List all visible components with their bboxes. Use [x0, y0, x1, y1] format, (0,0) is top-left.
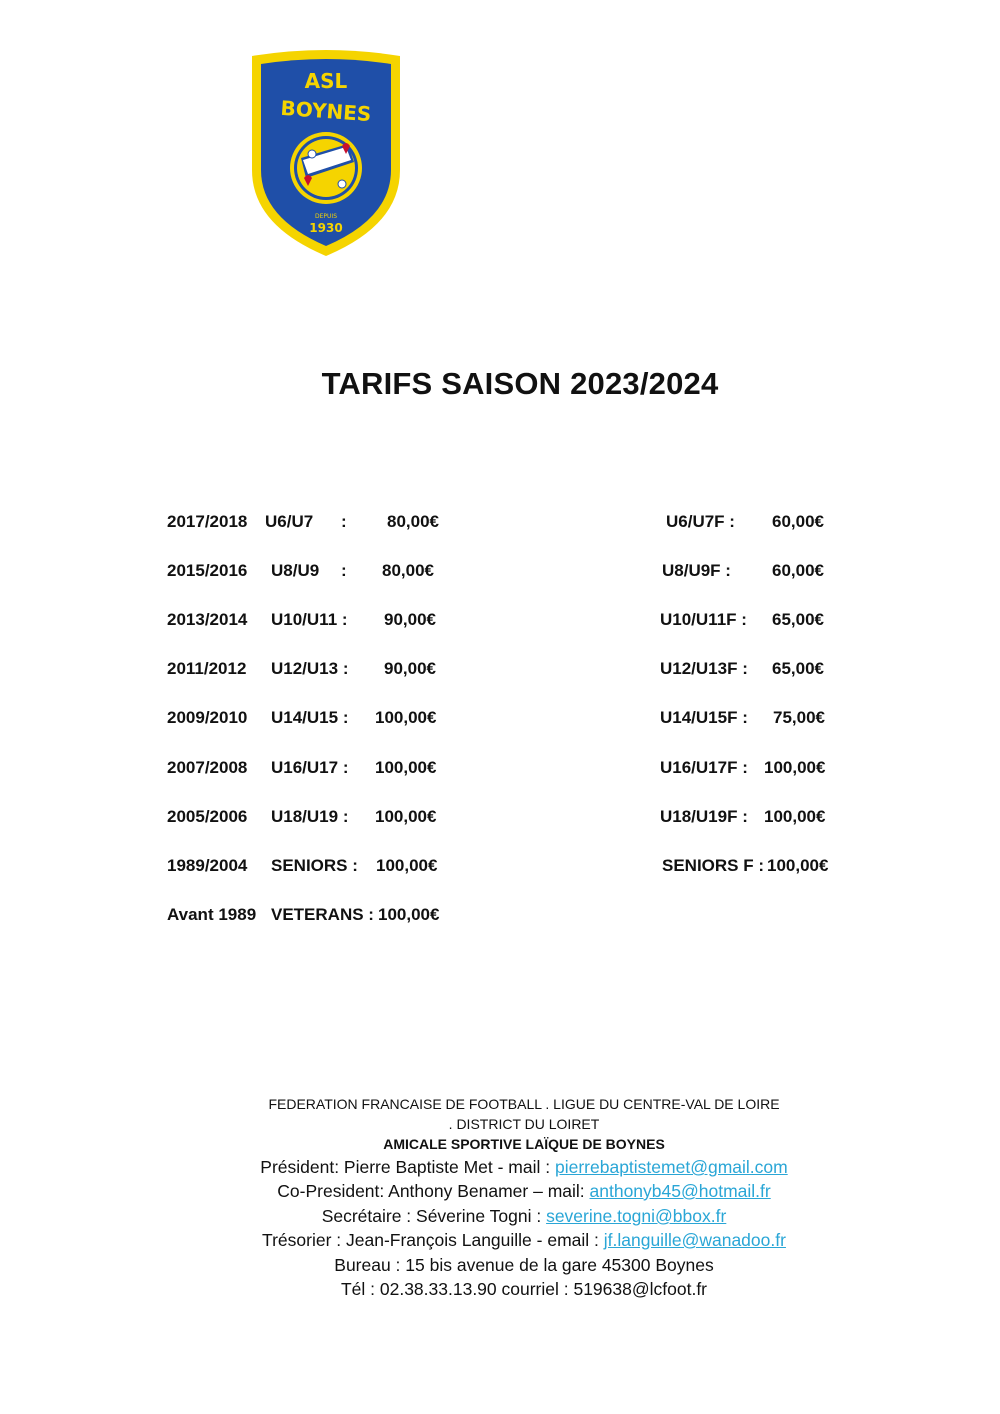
secretary-email-link[interactable]: severine.togni@bbox.fr [546, 1206, 727, 1226]
years: 2017/2018 [167, 512, 248, 531]
list-item [167, 706, 467, 730]
list-item [662, 854, 842, 878]
club-name: AMICALE SPORTIVE LAÏQUE DE BOYNES [383, 1136, 665, 1152]
years: 2005/2006 [167, 807, 248, 826]
secretary-label: Secrétaire : Séverine Togni : [321, 1206, 547, 1226]
price: 60,00€ [772, 561, 824, 580]
category: U14/U15F : [660, 708, 748, 727]
category: U6/U7 [265, 512, 314, 531]
list-item [167, 559, 467, 583]
list-item [660, 706, 840, 730]
category: U16/U17 : [271, 758, 349, 777]
list-item [167, 608, 467, 632]
price: 90,00€ [384, 610, 436, 629]
federation-line: FEDERATION FRANCAISE DE FOOTBALL . LIGUE DU CENTRE-VAL DE LOIRE [268, 1096, 780, 1112]
contact-phone: Tél : 02.38.33.13.90 courriel : 519638@lcfoot.fr [340, 1279, 708, 1299]
list-item [167, 510, 467, 534]
list-item [660, 657, 840, 681]
list-item [660, 805, 840, 829]
treasurer-line [0, 1230, 1000, 1251]
secretary-line [0, 1206, 1000, 1227]
president-line [0, 1157, 1000, 1178]
shield-logo-icon [246, 50, 406, 262]
years: 2009/2010 [167, 708, 248, 727]
category: U10/U11F : [660, 610, 747, 629]
page-title: TARIFS SAISON 2023/2024 [321, 366, 719, 401]
price: 65,00€ [772, 610, 824, 629]
years: 1989/2004 [167, 856, 248, 875]
logo-text-year: 1930 [309, 221, 343, 235]
category: SENIORS : [271, 856, 358, 875]
price: 100,00€ [764, 807, 826, 826]
colon: : [341, 512, 347, 531]
category: U6/U7F : [666, 512, 735, 531]
category: U8/U9F : [662, 561, 731, 580]
list-item [167, 805, 467, 829]
price: 100,00€ [767, 856, 829, 875]
price: 80,00€ [382, 561, 434, 580]
years: 2007/2008 [167, 758, 248, 777]
list-item [666, 510, 846, 534]
price: 100,00€ [375, 758, 437, 777]
colon: : [341, 561, 347, 580]
list-item [660, 756, 840, 780]
list-item [167, 903, 467, 927]
category: U18/U19 : [271, 807, 349, 826]
president-email-link[interactable]: pierrebaptistemet@gmail.com [554, 1157, 788, 1177]
logo-text-depuis: DEPUIS [315, 213, 337, 220]
category: U12/U13F : [660, 659, 748, 678]
category: U18/U19F : [660, 807, 748, 826]
district-line: . DISTRICT DU LOIRET [448, 1116, 600, 1132]
president-label: Président: Pierre Baptiste Met - mail : [260, 1157, 555, 1177]
years: Avant 1989 [167, 905, 257, 924]
category: U14/U15 : [271, 708, 349, 727]
years: 2011/2012 [167, 659, 247, 678]
treasurer-email-link[interactable]: jf.languille@wanadoo.fr [603, 1230, 786, 1250]
price: 60,00€ [772, 512, 824, 531]
price: 65,00€ [772, 659, 824, 678]
category: U8/U9 [271, 561, 320, 580]
list-item [660, 608, 840, 632]
copresident-label: Co-President: Anthony Benamer – mail: [277, 1181, 590, 1201]
category: SENIORS F : [662, 856, 765, 875]
copresident-line [0, 1181, 1000, 1202]
list-item [167, 756, 467, 780]
list-item [167, 657, 467, 681]
category: VETERANS : [271, 905, 374, 924]
price: 100,00€ [375, 708, 437, 727]
price: 100,00€ [764, 758, 826, 777]
bureau-address: Bureau : 15 bis avenue de la gare 45300 Boynes [334, 1255, 714, 1275]
years: 2015/2016 [167, 561, 248, 580]
category: U10/U11 : [271, 610, 348, 629]
category: U12/U13 : [271, 659, 349, 678]
price: 75,00€ [773, 708, 825, 727]
price: 80,00€ [387, 512, 439, 531]
list-item [167, 854, 467, 878]
price: 100,00€ [378, 905, 440, 924]
club-logo [246, 50, 406, 262]
category: U16/U17F : [660, 758, 748, 777]
price: 100,00€ [375, 807, 437, 826]
years: 2013/2014 [167, 610, 248, 629]
copresident-email-link[interactable]: anthonyb45@hotmail.fr [589, 1181, 771, 1201]
logo-text-asl: ASL [304, 69, 348, 93]
logo-text-boynes: BOYNES [279, 95, 373, 127]
list-item [662, 559, 842, 583]
price: 100,00€ [376, 856, 438, 875]
treasurer-label: Trésorier : Jean-François Languille - email : [262, 1230, 604, 1250]
price: 90,00€ [384, 659, 436, 678]
